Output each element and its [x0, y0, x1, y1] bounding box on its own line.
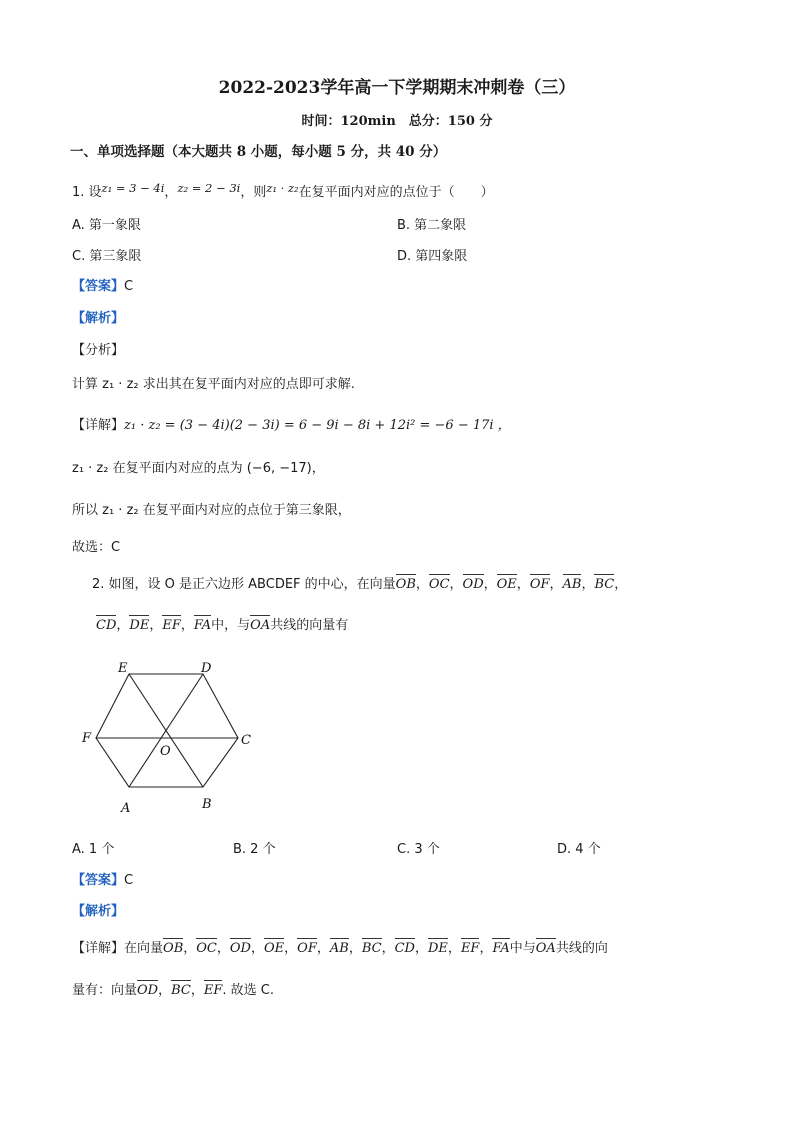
q2-vector-list-1: OB，OC，OD，OE，OF，AB，BC，	[395, 577, 628, 592]
label-d: D	[201, 661, 212, 676]
q2-detail-vector-oa: OA	[535, 941, 556, 956]
q2-detail-line2-prefix: 量有：向量	[72, 983, 138, 998]
q2-detail-vector-list: OB，OC，OD，OE，OF，AB，BC，CD，DE，EF，FA	[163, 941, 510, 956]
exam-info: 时间：120min 总分：150 分	[301, 114, 493, 129]
vector-oe: OE	[264, 941, 285, 956]
q2-option-a: A. 1 个	[72, 842, 115, 857]
q1-detail-tag: 【详解】	[72, 418, 125, 433]
q1-quadrant: 所以 z₁ · z₂ 在复平面内对应的点位于第三象限，	[72, 503, 351, 518]
vector-ab: AB	[562, 577, 582, 592]
label-o: O	[160, 744, 171, 759]
label-c: C	[241, 733, 251, 748]
q1-point: z₁ · z₂ 在复平面内对应的点为 (−6, −17)，	[72, 461, 325, 476]
q2-stem-line2	[96, 614, 348, 633]
hexagon-figure	[78, 655, 258, 820]
q2-detail-mid: 中与	[509, 941, 536, 956]
q1-z2: z₂ = 2 − 3i	[177, 181, 241, 195]
page-title: 2022-2023学年高一下学期期末冲刺卷（三）	[218, 78, 576, 98]
q1-option-b: B. 第二象限	[397, 218, 467, 233]
q1-analysis-tag: 【解析】	[72, 311, 125, 326]
q1-conclusion: 故选：C	[72, 540, 121, 555]
vector-ef: EF	[460, 941, 480, 956]
q1-then: ，则	[240, 185, 267, 200]
vector-oc: OC	[428, 577, 450, 592]
vector-od: OD	[462, 577, 484, 592]
vector-bc: BC	[171, 983, 191, 998]
hexagon-outline	[96, 674, 238, 787]
vector-ef: EF	[162, 618, 181, 633]
vector-of: OF	[297, 941, 317, 956]
vector-od: OD	[137, 983, 159, 998]
q1-stem	[72, 181, 494, 200]
vector-od: OD	[229, 941, 251, 956]
vector-de: DE	[428, 941, 448, 956]
q1-product: z₁ · z₂	[266, 181, 299, 195]
vector-cd: CD	[394, 941, 415, 956]
q2-option-d: D. 4 个	[557, 842, 601, 857]
q2-stem-prefix: 2. 如图，设 O 是正六边形 ABCDEF 的中心，在向量	[92, 577, 396, 592]
q2-detail-line1	[72, 937, 608, 956]
vector-bc: BC	[594, 577, 615, 592]
vector-fa: FA	[193, 618, 212, 633]
vector-ab: AB	[329, 941, 349, 956]
q1-z1: z₁ = 3 − 4i	[101, 181, 165, 195]
label-f: F	[82, 731, 92, 746]
vector-ob: OB	[395, 577, 416, 592]
vector-bc: BC	[361, 941, 382, 956]
q2-answer-value: C	[124, 873, 134, 888]
q1-answer-tag: 【答案】	[72, 279, 125, 294]
q2-detail-prefix: 在向量	[124, 941, 164, 956]
q2-stem-line1	[92, 573, 627, 592]
label-b: B	[202, 797, 212, 812]
q1-fenxi-tag: 【分析】	[72, 343, 125, 358]
q1-detail	[72, 414, 511, 433]
q2-answer-tag: 【答案】	[72, 873, 125, 888]
vector-oe: OE	[496, 577, 517, 592]
q2-detail-line2-suffix: . 故选 C.	[222, 983, 275, 998]
q1-option-d: D. 第四象限	[397, 249, 468, 264]
q2-option-c: C. 3 个	[397, 842, 440, 857]
vector-ob: OB	[163, 941, 184, 956]
label-e: E	[118, 661, 128, 676]
q1-answer-value: C	[124, 279, 134, 294]
vector-fa: FA	[492, 941, 510, 956]
vector-oc: OC	[196, 941, 217, 956]
q2-detail-tag: 【详解】	[72, 941, 125, 956]
vector-de: DE	[129, 618, 150, 633]
q2-detail-line2	[72, 979, 274, 998]
q2-stem-mid: 中，与	[211, 618, 251, 633]
q1-analysis	[72, 307, 124, 326]
q1-option-c: C. 第三象限	[72, 249, 142, 264]
q1-answer	[72, 275, 133, 294]
q1-fenxi-text: 计算 z₁ · z₂ 求出其在复平面内对应的点即可求解.	[72, 377, 355, 392]
vector-of: OF	[529, 577, 550, 592]
vector-cd: CD	[96, 618, 117, 633]
label-a: A	[121, 801, 131, 816]
q1-sep: ，	[164, 185, 178, 200]
q2-detail-suffix: 共线的向	[555, 941, 608, 956]
vector-ef: EF	[203, 983, 223, 998]
q2-stem-suffix: 共线的向量有	[270, 618, 349, 633]
q1-detail-math: z₁ · z₂ = (3 − 4i)(2 − 3i) = 6 − 9i − 8i + 12i² = −6 − 17i ，	[124, 418, 511, 433]
q1-stem-suffix: 在复平面内对应的点位于（ ）	[298, 185, 494, 200]
q2-answer	[72, 869, 133, 888]
q2-option-b: B. 2 个	[233, 842, 276, 857]
q2-vector-list-2: CD，DE，EF，FA	[96, 618, 212, 633]
q2-result-vector-list: OD，BC，EF	[137, 983, 223, 998]
section-heading: 一、单项选择题（本大题共 8 小题，每小题 5 分，共 40 分）	[70, 144, 447, 160]
q2-analysis-tag: 【解析】	[72, 904, 125, 919]
q2-analysis	[72, 900, 124, 919]
q2-vector-oa: OA	[250, 618, 271, 633]
q1-stem-prefix: 1. 设	[72, 185, 102, 200]
q1-option-a: A. 第一象限	[72, 218, 141, 233]
